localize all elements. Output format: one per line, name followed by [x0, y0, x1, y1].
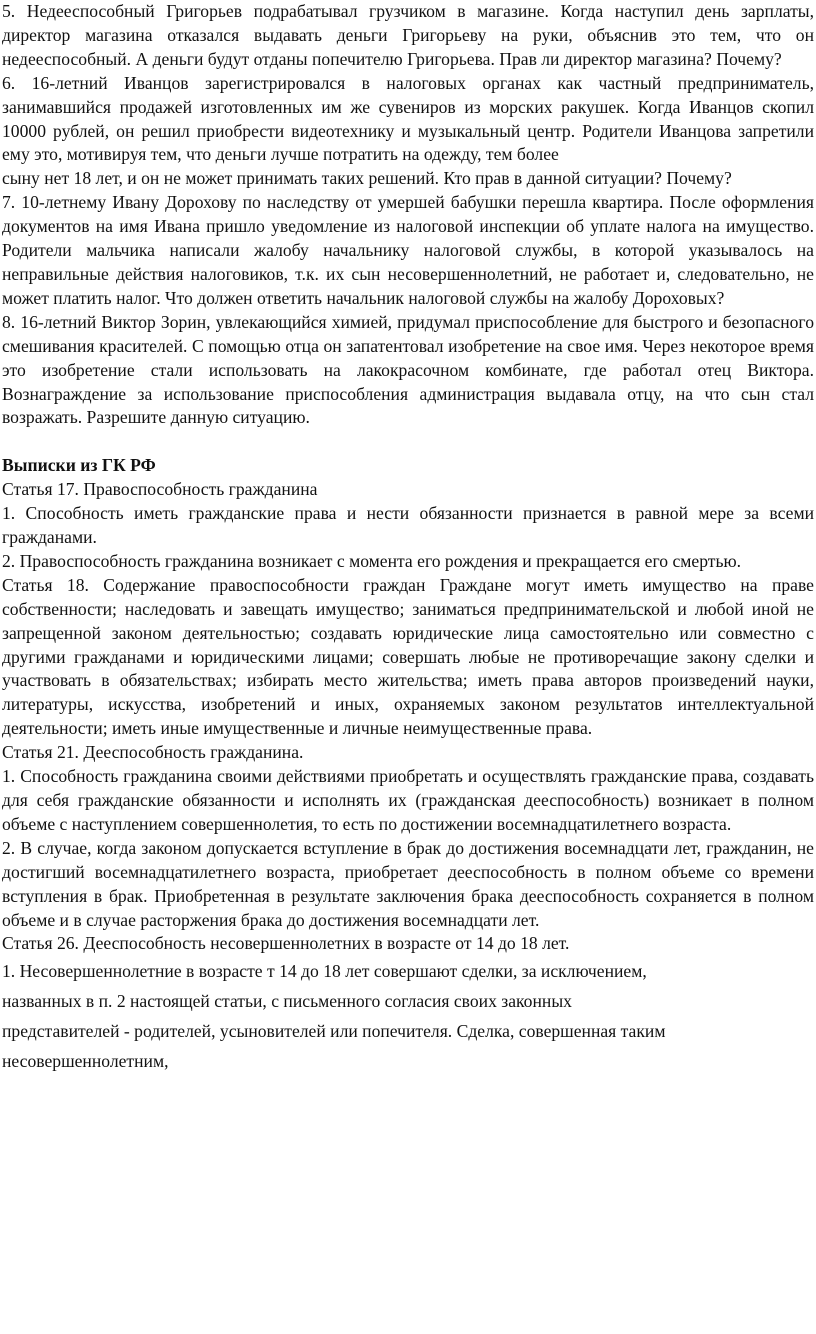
task-6-paragraph-part2: сыну нет 18 лет, и он не может принимать таких решений. Кто прав в данной ситуации? Почему?	[2, 168, 732, 189]
extract-heading: Выписки из ГК РФ	[2, 455, 156, 476]
article-26-line: несовершеннолетним,	[2, 1051, 169, 1072]
task-8-paragraph: 8. 16-летний Виктор Зорин, увлекающийся химией, придумал приспособление для быстрого и безопасного смешивания красителей. С помощью отца он запатентовал изобретение на свое имя. Через некоторое время это изобретение стали использовать на лакокрасочном комбинате, где работал отец Виктора. Вознаграждение за использование приспособления администрация выдавала отцу, на что сын стал возражать. Разрешите данную ситуацию.	[2, 311, 814, 428]
task-7-paragraph: 7. 10-летнему Ивану Дорохову по наследству от умершей бабушки перешла квартира. После оформления документов на имя Ивана пришло уведомление из налоговой инспекции об уплате налога на имущество. Родители мальчика написали жалобу начальнику налоговой службы, в которой указывалось на неправильные действия налоговиков, т.к. их сын несовершеннолетний, не работает и, следовательно, не может платить налог. Что должен ответить начальник налоговой службы на жалобу Дороховых?	[2, 192, 814, 308]
article-18-paragraph: Статья 18. Содержание правоспособности граждан Граждане могут иметь имущество на праве собственности; наследовать и завещать имущество; заниматься предпринимательской и любой иной не запрещенной законом деятельностью; создавать юридические лица самостоятельно или совместно с другими гражданами и юридическими лицами; совершать любые не противоречащие закону сделки и участвовать в обязательствах; избирать место жительства; иметь права авторов произведений науки, литературы, искусства, изобретений и иных, охраняемых законом результатов интеллектуальной деятельности; иметь иные имущественные и личные неимущественные права.	[2, 574, 814, 739]
article-26-line: представителей - родителей, усыновителей или попечителя. Сделка, совершенная таким	[2, 1021, 666, 1042]
article-26-line: названных в п. 2 настоящей статьи, с письменного согласия своих законных	[2, 991, 572, 1012]
article-21-title: Статья 21. Дееспособность гражданина.	[2, 742, 304, 763]
article-17-title: Статья 17. Правоспособность гражданина	[2, 479, 318, 500]
article-26-line: 1. Несовершеннолетние в возрасте т 14 до 18 лет совершают сделки, за исключением,	[2, 961, 647, 982]
article-26-title: Статья 26. Дееспособность несовершеннолетних в возрасте от 14 до 18 лет.	[2, 933, 570, 954]
article-17-point-1: 1. Способность иметь гражданские права и нести обязанности признается в равной мере за всеми гражданами.	[2, 503, 814, 548]
section-spacer	[2, 430, 814, 454]
article-26-point-1	[2, 956, 814, 1076]
article-17-point-2: 2. Правоспособность гражданина возникает с момента его рождения и прекращается его смертью.	[2, 550, 742, 571]
task-5-paragraph: 5. Недееспособный Григорьев подрабатывал грузчиком в магазине. Когда наступил день зарплаты, директор магазина отказался выдавать деньги Григорьеву на руки, объяснив это тем, что он недееспособный. А деньги будут отданы попечителю Григорьева. Прав ли директор магазина? Почему?	[2, 1, 814, 69]
task-6-paragraph-part1: 6. 16-летний Иванцов зарегистрировался в налоговых органах как частный предприниматель, занимавшийся продажей изготовленных им же сувениров из морских ракушек. Когда Иванцов скопил 10000 рублей, он решил приобрести видеотехнику и музыкальный центр. Родители Иванцова запретили ему это, мотивируя тем, что деньги лучше потратить на одежду, тем более	[2, 72, 814, 165]
article-21-point-1: 1. Способность гражданина своими действиями приобретать и осуществлять гражданские права, создавать для себя гражданские обязанности и исполнять их (гражданская дееспособность) возникает в полном объеме с наступлением совершеннолетия, то есть по достижении восемнадцатилетнего возраста.	[2, 766, 814, 834]
article-21-point-2: 2. В случае, когда законом допускается вступление в брак до достижения восемнадцати лет, гражданин, не достигший восемнадцатилетнего возраста, приобретает дееспособность в полном объеме со времени вступления в брак. Приобретенная в результате заключения брака дееспособность сохраняется в полном объеме и в случае расторжения брака до достижения восемнадцати лет.	[2, 837, 814, 930]
